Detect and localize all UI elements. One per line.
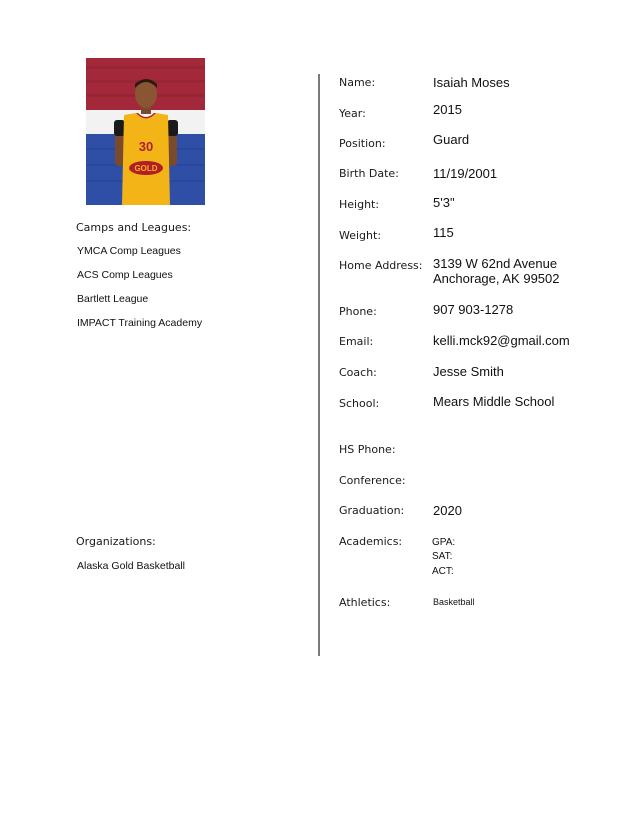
phone-label: Phone: [339, 305, 377, 318]
athletics-label: Athletics: [339, 596, 391, 609]
sat-label: SAT: [432, 551, 453, 562]
birth-date-value: 11/19/2001 [433, 166, 498, 181]
graduation-value: 2020 [433, 503, 462, 518]
address-label: Home Address: [339, 259, 423, 272]
coach-value: Jesse Smith [433, 364, 504, 379]
phone-value: 907 903-1278 [433, 302, 514, 317]
email-label: Email: [339, 335, 374, 348]
position-label: Position: [339, 137, 386, 150]
name-label: Name: [339, 76, 376, 89]
birth-date-label: Birth Date: [339, 167, 399, 180]
school-label: School: [339, 397, 380, 410]
school-value: Mears Middle School [433, 394, 555, 409]
jersey-number: 30 [138, 139, 154, 154]
email-value: kelli.mck92@gmail.com [433, 333, 570, 348]
camp-item: Bartlett League [77, 293, 149, 305]
camp-item: YMCA Comp Leagues [77, 245, 181, 257]
weight-label: Weight: [339, 229, 382, 242]
organizations-heading: Organizations: [76, 535, 156, 548]
act-label: ACT: [432, 566, 454, 577]
address-line2: Anchorage, AK 99502 [433, 271, 560, 286]
year-value: 2015 [433, 102, 462, 117]
player-photo [86, 58, 205, 205]
camp-item: ACS Comp Leagues [77, 269, 173, 281]
position-value: Guard [433, 132, 470, 147]
camps-heading: Camps and Leagues: [76, 221, 192, 234]
academics-label: Academics: [339, 535, 403, 548]
address-line1: 3139 W 62nd Avenue [433, 256, 558, 271]
weight-value: 115 [433, 225, 454, 240]
conference-label: Conference: [339, 474, 406, 487]
camp-item: IMPACT Training Academy [77, 317, 203, 329]
gpa-label: GPA: [432, 537, 456, 548]
athletics-value: Basketball [433, 597, 475, 607]
player-photo-illustration [86, 58, 205, 205]
graduation-label: Graduation: [339, 504, 405, 517]
jersey-text: GOLD [134, 164, 158, 173]
name-value: Isaiah Moses [433, 75, 510, 90]
height-value: 5'3" [433, 195, 455, 210]
organization-item: Alaska Gold Basketball [77, 560, 185, 572]
coach-label: Coach: [339, 366, 377, 379]
hs-phone-label: HS Phone: [339, 443, 396, 456]
column-divider [318, 74, 320, 656]
height-label: Height: [339, 198, 380, 211]
year-label: Year: [339, 107, 366, 120]
